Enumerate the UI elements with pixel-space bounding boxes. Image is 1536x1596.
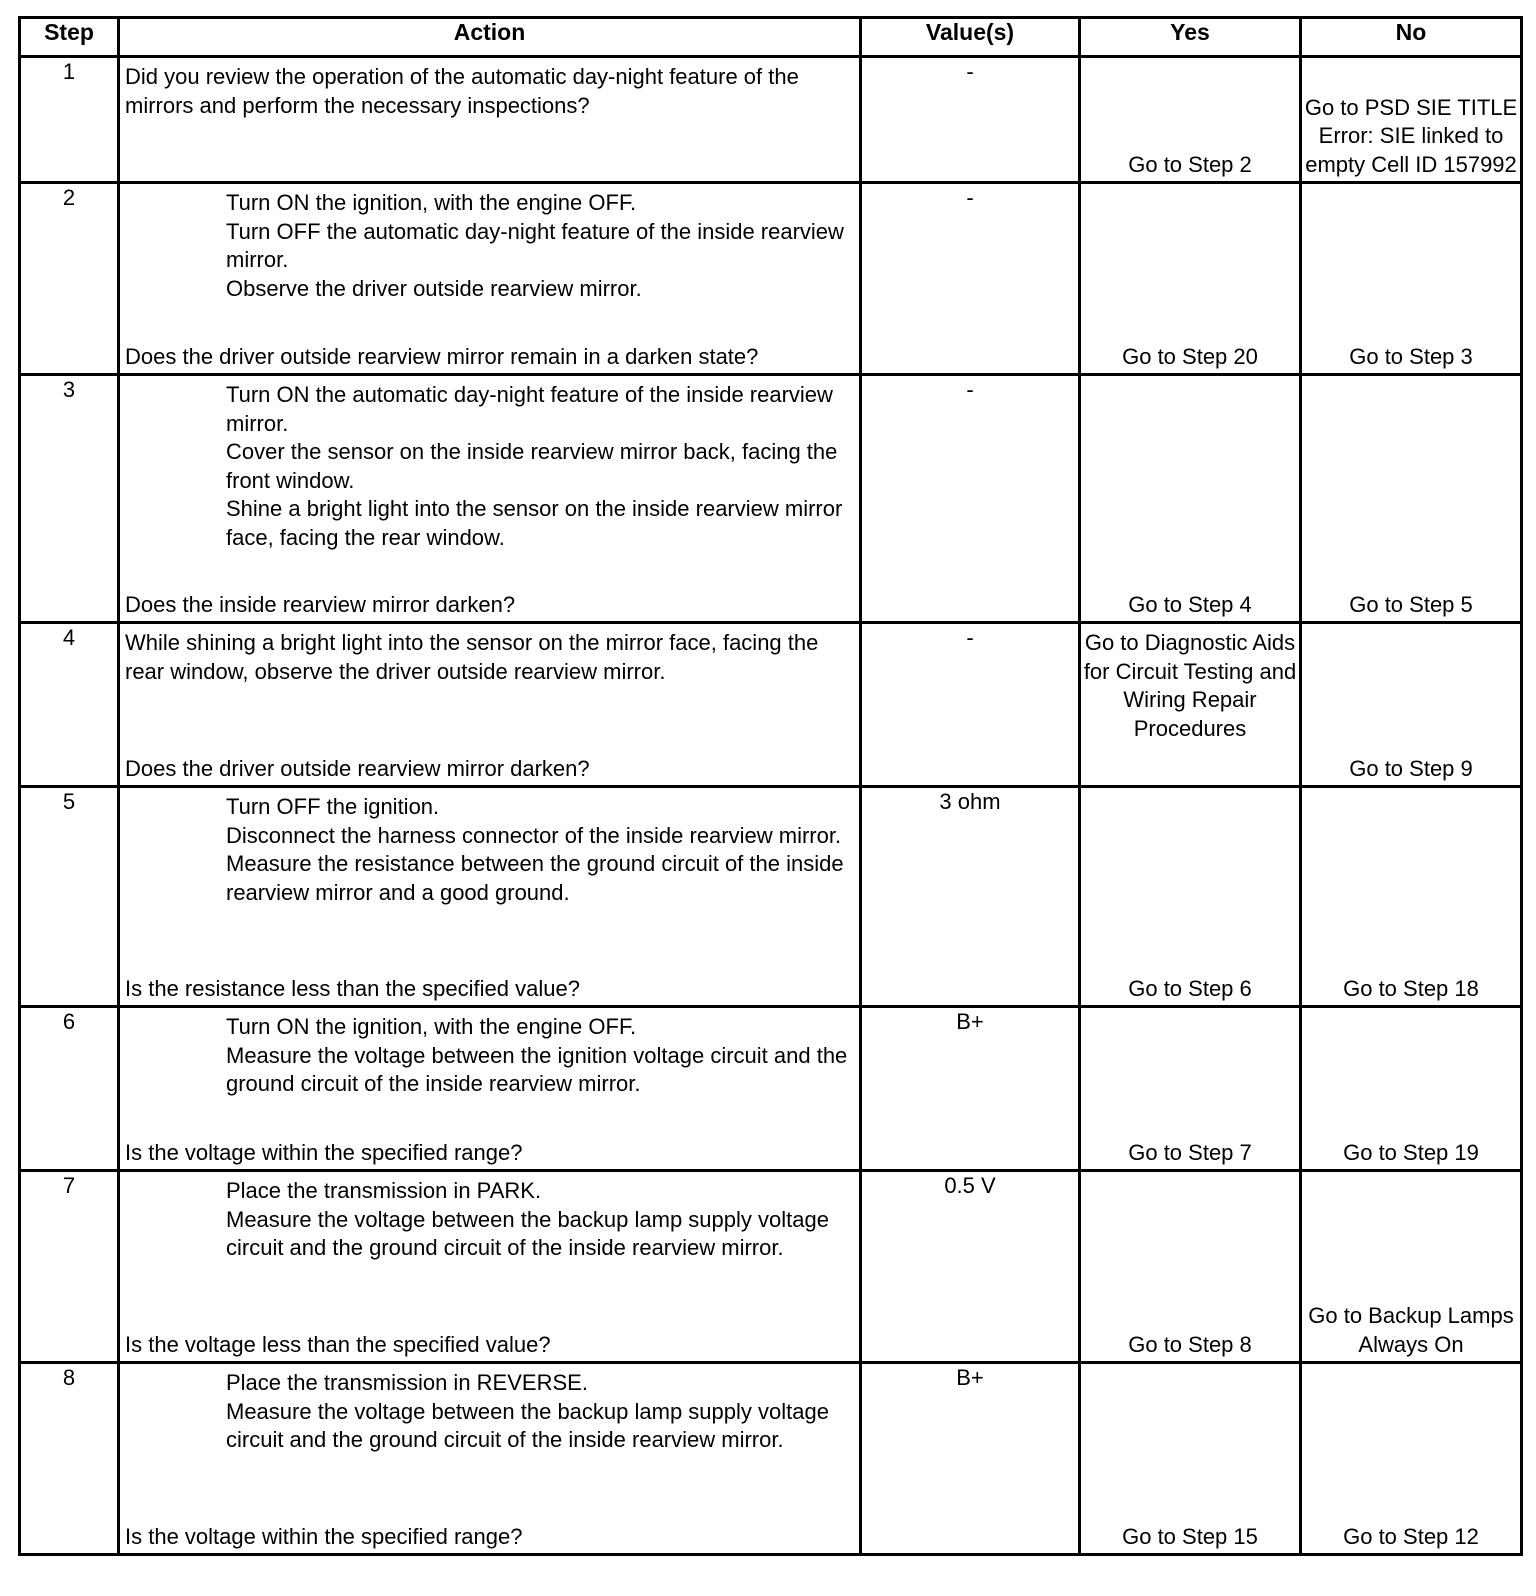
step-number: 8 xyxy=(20,1363,119,1555)
action-cell xyxy=(119,183,861,375)
yes-result: Go to Step 20 xyxy=(1122,343,1258,369)
no-cell xyxy=(1301,183,1522,375)
no-result: Go to Step 5 xyxy=(1349,591,1473,617)
action-question: Is the voltage within the specified range? xyxy=(125,1139,523,1165)
table-row xyxy=(20,1363,1522,1555)
header-step: Step xyxy=(20,18,119,57)
yes-cell xyxy=(1080,787,1301,1007)
value-cell: 0.5 V xyxy=(861,1171,1080,1363)
value-cell: - xyxy=(861,375,1080,623)
header-row xyxy=(20,18,1522,57)
action-line: Turn ON the automatic day-night feature of the inside rearview mirror. xyxy=(226,382,833,436)
table-row xyxy=(20,183,1522,375)
diagnostic-table xyxy=(18,16,1523,1556)
action-line: Measure the voltage between the backup lamp supply voltage circuit and the ground circuit of the inside rearview mirror. xyxy=(226,1206,829,1260)
yes-result: Go to Diagnostic Aids for Circuit Testing and Wiring Repair Procedures xyxy=(1083,630,1297,741)
action-line: Place the transmission in PARK. xyxy=(226,1178,542,1203)
step-number: 7 xyxy=(20,1171,119,1363)
action-cell xyxy=(119,57,861,183)
yes-result: Go to Step 7 xyxy=(1128,1139,1252,1165)
step-number: 5 xyxy=(20,787,119,1007)
no-cell xyxy=(1301,787,1522,1007)
header-no: No xyxy=(1301,18,1522,57)
table-row xyxy=(20,57,1522,183)
action-question: Is the resistance less than the specified value? xyxy=(125,975,580,1001)
step-number: 6 xyxy=(20,1007,119,1171)
yes-cell xyxy=(1080,183,1301,375)
action-line: Turn ON the ignition, with the engine OFF. xyxy=(226,1014,637,1039)
step-number: 1 xyxy=(20,57,119,183)
action-line: Measure the voltage between the ignition voltage circuit and the ground circuit of the inside rearview mirror. xyxy=(226,1042,848,1096)
action-line: Shine a bright light into the sensor on the inside rearview mirror face, facing the rear window. xyxy=(226,496,843,550)
no-result: Go to Backup Lamps Always On xyxy=(1308,1303,1514,1357)
action-line: While shining a bright light into the sensor on the mirror face, facing the rear window, observe the driver outside rearview mirror. xyxy=(125,630,819,684)
value-cell: B+ xyxy=(861,1363,1080,1555)
no-cell xyxy=(1301,1007,1522,1171)
value-cell: - xyxy=(861,623,1080,787)
value-cell: - xyxy=(861,57,1080,183)
header-values: Value(s) xyxy=(861,18,1080,57)
no-cell xyxy=(1301,1363,1522,1555)
no-result: Go to Step 18 xyxy=(1343,975,1479,1001)
yes-result: Go to Step 8 xyxy=(1128,1331,1252,1357)
action-question: Is the voltage within the specified range? xyxy=(125,1523,523,1549)
header-action: Action xyxy=(119,18,861,57)
action-question: Does the driver outside rearview mirror remain in a darken state? xyxy=(125,343,759,369)
action-question: Does the inside rearview mirror darken? xyxy=(125,591,516,617)
value-cell: B+ xyxy=(861,1007,1080,1171)
table-row xyxy=(20,623,1522,787)
action-line: Measure the resistance between the ground circuit of the inside rearview mirror and a good ground. xyxy=(226,851,844,905)
action-line: Measure the voltage between the backup lamp supply voltage circuit and the ground circuit of the inside rearview mirror. xyxy=(226,1398,829,1452)
action-line: Turn OFF the automatic day-night feature of the inside rearview mirror. xyxy=(226,218,844,272)
step-number: 2 xyxy=(20,183,119,375)
no-result: Go to Step 12 xyxy=(1343,1523,1479,1549)
action-line: Disconnect the harness connector of the inside rearview mirror. xyxy=(226,822,842,848)
action-cell xyxy=(119,623,861,787)
action-line: Did you review the operation of the automatic day-night feature of the mirrors and perform the necessary inspections? xyxy=(125,64,799,118)
no-cell xyxy=(1301,375,1522,623)
action-cell xyxy=(119,1363,861,1555)
no-cell xyxy=(1301,623,1522,787)
table-row xyxy=(20,1007,1522,1171)
table-row xyxy=(20,1171,1522,1363)
step-number: 3 xyxy=(20,375,119,623)
action-cell xyxy=(119,1171,861,1363)
value-cell: - xyxy=(861,183,1080,375)
no-result: Go to PSD SIE TITLE Error: SIE linked to empty Cell ID 157992 xyxy=(1304,94,1518,177)
yes-result: Go to Step 4 xyxy=(1128,591,1252,617)
yes-cell xyxy=(1080,1171,1301,1363)
yes-result: Go to Step 6 xyxy=(1128,975,1252,1001)
yes-result: Go to Step 2 xyxy=(1128,151,1252,177)
action-question: Is the voltage less than the specified value? xyxy=(125,1331,551,1357)
yes-result: Go to Step 15 xyxy=(1122,1523,1258,1549)
action-question: Does the driver outside rearview mirror darken? xyxy=(125,755,590,781)
action-line: Turn ON the ignition, with the engine OFF. xyxy=(226,190,637,215)
action-cell xyxy=(119,787,861,1007)
no-result: Go to Step 3 xyxy=(1349,343,1473,369)
action-line: Place the transmission in REVERSE. xyxy=(226,1370,588,1395)
yes-cell xyxy=(1080,375,1301,623)
header-yes: Yes xyxy=(1080,18,1301,57)
action-cell xyxy=(119,1007,861,1171)
value-cell: 3 ohm xyxy=(861,787,1080,1007)
table-row xyxy=(20,787,1522,1007)
no-result: Go to Step 19 xyxy=(1343,1139,1479,1165)
action-line: Cover the sensor on the inside rearview mirror back, facing the front window. xyxy=(226,439,838,493)
action-cell xyxy=(119,375,861,623)
yes-cell xyxy=(1080,1363,1301,1555)
no-cell xyxy=(1301,57,1522,183)
no-cell xyxy=(1301,1171,1522,1363)
yes-cell xyxy=(1080,57,1301,183)
yes-cell xyxy=(1080,623,1301,787)
table-row xyxy=(20,375,1522,623)
no-result: Go to Step 9 xyxy=(1349,755,1473,781)
step-number: 4 xyxy=(20,623,119,787)
yes-cell xyxy=(1080,1007,1301,1171)
action-line: Turn OFF the ignition. xyxy=(226,794,440,819)
action-line: Observe the driver outside rearview mirror. xyxy=(226,275,642,301)
